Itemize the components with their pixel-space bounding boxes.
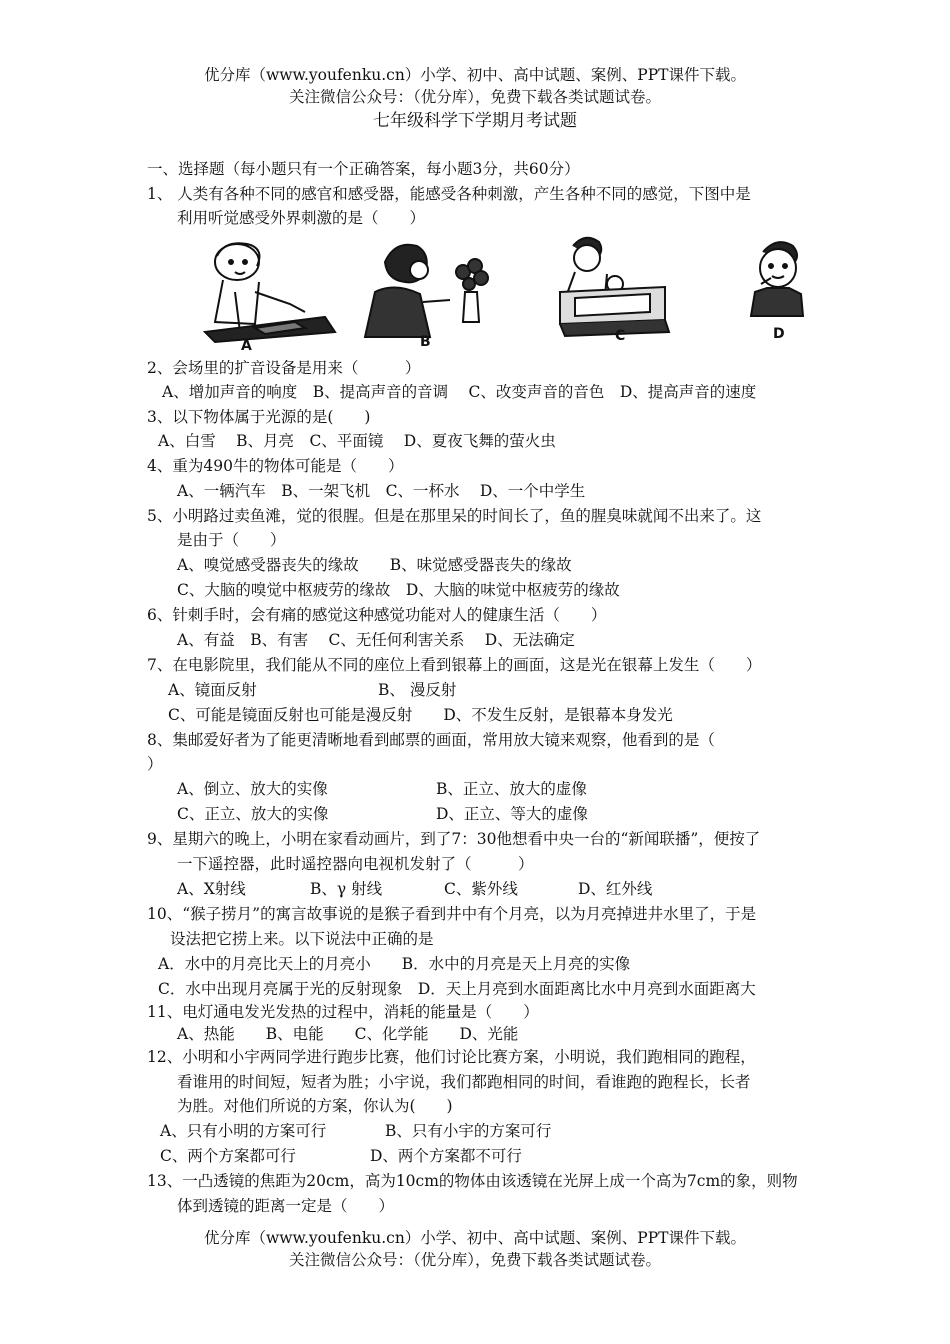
header-line-2: 关注微信公众号：（优分库），免费下载各类试题试卷。 <box>288 88 661 106</box>
footer-line-1: 优分库（www.youfenku.cn）小学、初中、高中试题、案例、PPT课件下载。 <box>203 1229 747 1247</box>
figure-label-c: C <box>615 328 626 344</box>
question-13-line-2: 体到透镜的距离一定是（ ） <box>177 1197 395 1215</box>
figure-b-smell <box>365 245 488 337</box>
question-9-option-c: C、紫外线 <box>444 880 518 898</box>
question-7-option-a: A、镜面反射 <box>168 681 257 699</box>
question-11-stem: 11、电灯通电发光发热的过程中，消耗的能量是（ ） <box>147 1003 539 1021</box>
question-7-options-cd: C、可能是镜面反射也可能是漫反射 D、不发生反射，是银幕本身发光 <box>168 706 673 724</box>
figure-a-touch <box>205 243 335 342</box>
question-9-line-1: 9、星期六的晚上，小明在家看动画片，到了7：30他想看中央一台的“新闻联播”，便按了 <box>147 830 761 848</box>
question-7-option-b: B、 漫反射 <box>378 681 457 699</box>
question-12-line-2: 看谁用的时间短，短者为胜；小宇说，我们都跑相同的时间，看谁跑的跑程长，长者 <box>177 1073 751 1091</box>
question-8-option-b: B、正立、放大的虚像 <box>436 780 587 798</box>
question-12-option-a: A、只有小明的方案可行 <box>160 1122 327 1140</box>
question-6-stem: 6、针刺手时，会有痛的感觉这种感觉功能对人的健康生活（ ） <box>147 606 607 624</box>
figure-label-b: B <box>420 334 431 350</box>
question-8-line-2: ） <box>147 755 163 773</box>
question-9-option-d: D、红外线 <box>578 880 653 898</box>
footer-line-2: 关注微信公众号：（优分库），免费下载各类试题试卷。 <box>288 1251 661 1269</box>
question-3-stem: 3、以下物体属于光源的是( ) <box>147 408 371 426</box>
question-4-options: A、一辆汽车 B、一架飞机 C、一杯水 D、一个中学生 <box>177 482 586 500</box>
question-8-option-a: A、倒立、放大的实像 <box>177 780 328 798</box>
question-10-options-1: A．水中的月亮比天上的月亮小 B．水中的月亮是天上月亮的实像 <box>158 955 631 973</box>
sense-figure <box>195 232 815 352</box>
question-1-line-1: 1、 人类有各种不同的感官和感受器，能感受各种刺激，产生各种不同的感觉，下图中是 <box>147 185 751 203</box>
question-2-options: A、增加声音的响度 B、提高声音的音调 C、改变声音的音色 D、提高声音的速度 <box>162 383 757 401</box>
question-5-options-2: C、大脑的嗅觉中枢疲劳的缘故 D、大脑的味觉中枢疲劳的缘故 <box>177 581 620 599</box>
question-9-option-a: A、X射线 <box>177 880 246 898</box>
question-6-options: A、有益 B、有害 C、无任何利害关系 D、无法确定 <box>177 631 575 649</box>
question-4-stem: 4、重为490牛的物体可能是（ ） <box>147 457 404 475</box>
figure-d-taste <box>751 242 803 316</box>
question-7-stem: 7、在电影院里，我们能从不同的座位上看到银幕上的画面，这是光在银幕上发生（ ） <box>147 656 762 674</box>
question-5-line-2: 是由于（ ） <box>177 531 286 549</box>
figure-c-see <box>560 238 669 336</box>
question-8-option-c: C、正立、放大的实像 <box>177 805 329 823</box>
question-3-options: A、白雪 B、月亮 C、平面镜 D、夏夜飞舞的萤火虫 <box>158 432 556 450</box>
question-12-option-c: C、两个方案都可行 <box>160 1147 296 1165</box>
question-5-options-1: A、嗅觉感受器丧失的缘故 B、味觉感受器丧失的缘故 <box>177 556 572 574</box>
figure-label-d: D <box>773 326 785 342</box>
figure-label-a: A <box>241 338 252 352</box>
section-heading: 一、选择题（每小题只有一个正确答案，每小题3分，共60分） <box>147 160 580 178</box>
question-2-stem: 2、会场里的扩音设备是用来（ ） <box>147 359 421 377</box>
question-1-line-2: 利用听觉感受外界刺激的是（ ） <box>177 209 426 227</box>
question-12-option-b: B、只有小宇的方案可行 <box>385 1122 552 1140</box>
header-line-1: 优分库（www.youfenku.cn）小学、初中、高中试题、案例、PPT课件下载。 <box>203 66 747 84</box>
question-10-line-2: 设法把它捞上来。以下说法中正确的是 <box>170 930 434 948</box>
question-10-line-1: 10、“猴子捞月”的寓言故事说的是猴子看到井中有个月亮，以为月亮掉进井水里了，于是 <box>147 905 757 923</box>
question-11-options: A、热能 B、电能 C、化学能 D、光能 <box>177 1025 519 1043</box>
question-12-line-1: 12、小明和小宇两同学进行跑步比赛，他们讨论比赛方案，小明说，我们跑相同的跑程， <box>147 1048 756 1066</box>
question-9-line-2: 一下遥控器，此时遥控器向电视机发射了（ ） <box>177 855 534 873</box>
question-12-line-3: 为胜。对他们所说的方案，你认为( ) <box>177 1097 453 1115</box>
question-12-option-d: D、两个方案都不可行 <box>370 1147 522 1165</box>
question-13-line-1: 13、一凸透镜的焦距为20cm，高为10cm的物体由该透镜在光屏上成一个高为7cm的象，则物 <box>147 1172 798 1190</box>
question-10-options-2: C．水中出现月亮属于光的反射现象 D．天上月亮到水面距离比水中月亮到水面距离大 <box>158 980 756 998</box>
question-8-option-d: D、正立、等大的虚像 <box>436 805 588 823</box>
page-title: 七年级科学下学期月考试题 <box>373 111 577 131</box>
question-9-option-b: B、γ 射线 <box>310 880 383 898</box>
question-8-line-1: 8、集邮爱好者为了能更清晰地看到邮票的画面，常用放大镜来观察，他看到的是（ <box>147 731 715 749</box>
question-5-line-1: 5、小明路过卖鱼滩，觉的很腥。但是在那里呆的时间长了，鱼的腥臭味就闻不出来了。这 <box>147 507 762 525</box>
